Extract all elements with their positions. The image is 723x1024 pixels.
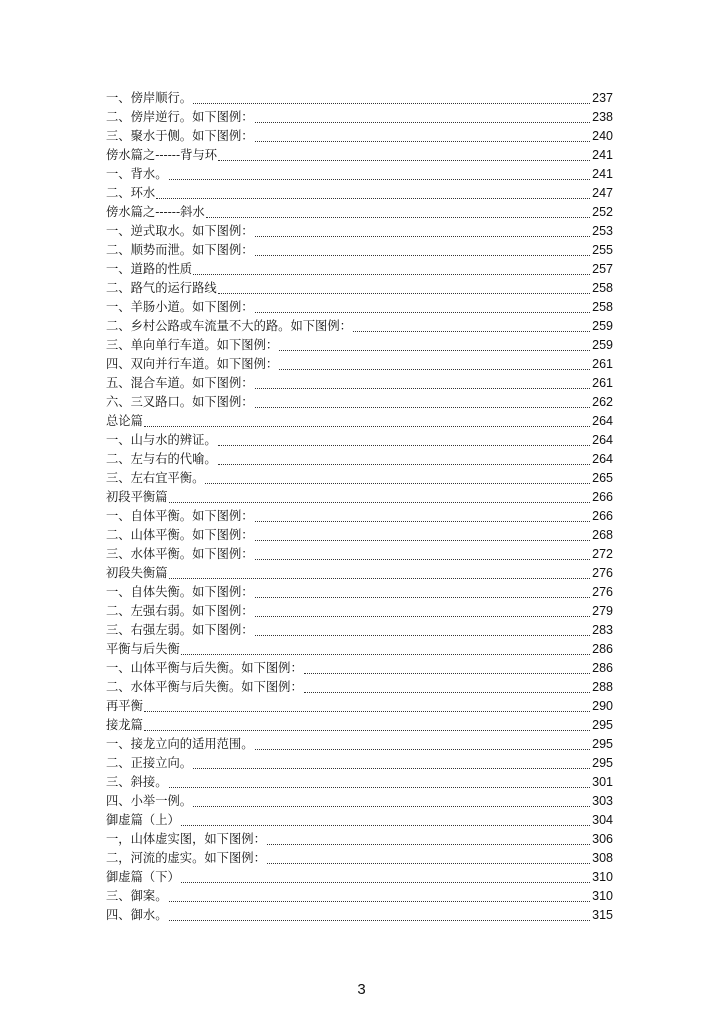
toc-dot-leader (181, 640, 590, 659)
toc-entry[interactable] (106, 450, 613, 469)
toc-dot-leader (218, 279, 590, 298)
toc-entry-page: 295 (592, 718, 613, 732)
toc-entry-page: 259 (592, 338, 613, 352)
toc-entry-title: 一、自体失衡。如下图例： (106, 585, 254, 599)
toc-entry-title: 三、聚水于侧。如下图例： (106, 129, 254, 143)
toc-dot-leader (144, 412, 590, 431)
toc-entry-title: 一、羊肠小道。如下图例： (106, 300, 254, 314)
toc-entry[interactable] (106, 564, 613, 583)
toc-entry-page: 266 (592, 509, 613, 523)
toc-entry-page: 265 (592, 471, 613, 485)
toc-entry-title: 二、环水 (106, 186, 156, 200)
toc-entry[interactable] (106, 412, 613, 431)
toc-entry-title: 五、混合车道。如下图例： (106, 376, 254, 390)
table-of-contents (106, 89, 613, 925)
toc-entry-page: 255 (592, 243, 613, 257)
toc-entry-title: 三、水体平衡。如下图例： (106, 547, 254, 561)
toc-entry-title: 二、乡村公路或车流量不大的路。如下图例： (106, 319, 352, 333)
toc-entry-page: 272 (592, 547, 613, 561)
toc-entry-title: 二、顺势而泄。如下图例： (106, 243, 254, 257)
toc-dot-leader (193, 260, 590, 279)
toc-entry[interactable] (106, 127, 613, 146)
toc-entry-title: 平衡与后失衡 (106, 642, 180, 656)
toc-entry-title: 二、左与右的代喻。 (106, 452, 217, 466)
toc-entry[interactable] (106, 811, 613, 830)
toc-dot-leader (169, 773, 591, 792)
toc-entry-page: 301 (592, 775, 613, 789)
toc-entry-title: 总论篇 (106, 414, 143, 428)
toc-dot-leader (255, 735, 591, 754)
toc-entry-page: 258 (592, 300, 613, 314)
toc-entry-title: 三、左右宜平衡。 (106, 471, 205, 485)
toc-entry-page: 310 (592, 889, 613, 903)
toc-entry-title: 三、右强左弱。如下图例： (106, 623, 254, 637)
toc-dot-leader (255, 108, 591, 127)
toc-entry-page: 295 (592, 737, 613, 751)
toc-entry-page: 261 (592, 357, 613, 371)
toc-entry[interactable] (106, 89, 613, 108)
toc-dot-leader (279, 355, 590, 374)
toc-entry[interactable] (106, 602, 613, 621)
toc-entry-title: 二、水体平衡与后失衡。如下图例： (106, 680, 303, 694)
toc-dot-leader (205, 469, 590, 488)
toc-entry[interactable] (106, 659, 613, 678)
toc-entry-title: 初段平衡篇 (106, 490, 168, 504)
toc-entry[interactable] (106, 792, 613, 811)
toc-entry[interactable] (106, 184, 613, 203)
toc-entry-title: 六、三叉路口。如下图例： (106, 395, 254, 409)
toc-entry-title: 接龙篇 (106, 718, 143, 732)
toc-entry[interactable] (106, 640, 613, 659)
toc-entry-title: 四、小举一例。 (106, 794, 193, 808)
toc-entry[interactable] (106, 279, 613, 298)
toc-entry-page: 283 (592, 623, 613, 637)
toc-dot-leader (193, 754, 590, 773)
toc-entry-page: 303 (592, 794, 613, 808)
toc-dot-leader (169, 564, 591, 583)
toc-entry[interactable] (106, 260, 613, 279)
toc-entry-page: 308 (592, 851, 613, 865)
toc-entry-title: 三、御案。 (106, 889, 168, 903)
toc-entry[interactable] (106, 906, 613, 925)
toc-entry[interactable] (106, 678, 613, 697)
toc-dot-leader (193, 792, 590, 811)
toc-entry-page: 306 (592, 832, 613, 846)
toc-entry-title: 二，河流的虚实。如下图例： (106, 851, 266, 865)
toc-entry-title: 御虚篇（下） (106, 870, 180, 884)
toc-entry-title: 一、山体平衡与后失衡。如下图例： (106, 661, 303, 675)
toc-entry-page: 264 (592, 433, 613, 447)
toc-entry[interactable] (106, 469, 613, 488)
toc-entry-page: 240 (592, 129, 613, 143)
toc-dot-leader (255, 393, 591, 412)
toc-entry-page: 266 (592, 490, 613, 504)
toc-entry-page: 247 (592, 186, 613, 200)
toc-entry-title: 一、接龙立向的适用范围。 (106, 737, 254, 751)
toc-dot-leader (255, 374, 591, 393)
toc-entry[interactable] (106, 887, 613, 906)
toc-entry[interactable] (106, 393, 613, 412)
toc-entry-page: 259 (592, 319, 613, 333)
toc-entry[interactable] (106, 754, 613, 773)
toc-entry[interactable] (106, 222, 613, 241)
toc-dot-leader (169, 488, 591, 507)
toc-entry[interactable] (106, 488, 613, 507)
toc-dot-leader (169, 165, 591, 184)
toc-entry[interactable] (106, 716, 613, 735)
toc-entry-page: 252 (592, 205, 613, 219)
toc-entry-title: 一，山体虚实图，如下图例： (106, 832, 266, 846)
toc-dot-leader (255, 241, 591, 260)
toc-entry-page: 304 (592, 813, 613, 827)
toc-entry-page: 279 (592, 604, 613, 618)
toc-entry-page: 276 (592, 566, 613, 580)
toc-entry-page: 290 (592, 699, 613, 713)
toc-entry-page: 241 (592, 167, 613, 181)
toc-dot-leader (353, 317, 590, 336)
toc-entry[interactable] (106, 431, 613, 450)
toc-entry-title: 二、左强右弱。如下图例： (106, 604, 254, 618)
toc-entry[interactable] (106, 735, 613, 754)
toc-entry-page: 295 (592, 756, 613, 770)
toc-entry-title: 一、山与水的辨证。 (106, 433, 217, 447)
toc-entry[interactable] (106, 374, 613, 393)
toc-entry[interactable] (106, 355, 613, 374)
toc-entry[interactable] (106, 507, 613, 526)
toc-dot-leader (144, 697, 590, 716)
toc-dot-leader (181, 811, 590, 830)
toc-entry-title: 四、御水。 (106, 908, 168, 922)
toc-dot-leader (255, 621, 591, 640)
toc-entry[interactable] (106, 830, 613, 849)
toc-entry[interactable] (106, 336, 613, 355)
toc-dot-leader (144, 716, 590, 735)
toc-entry-page: 264 (592, 452, 613, 466)
toc-entry-page: 315 (592, 908, 613, 922)
toc-dot-leader (279, 336, 590, 355)
toc-entry-title: 一、逆式取水。如下图例： (106, 224, 254, 238)
toc-entry-page: 264 (592, 414, 613, 428)
toc-entry-title: 二、路气的运行路线 (106, 281, 217, 295)
toc-entry-title: 二、山体平衡。如下图例： (106, 528, 254, 542)
toc-dot-leader (156, 184, 590, 203)
toc-entry[interactable] (106, 165, 613, 184)
toc-entry-title: 三、单向单行车道。如下图例： (106, 338, 279, 352)
toc-entry[interactable] (106, 697, 613, 716)
toc-entry-page: 253 (592, 224, 613, 238)
toc-entry-title: 二、正接立向。 (106, 756, 193, 770)
toc-entry[interactable] (106, 583, 613, 602)
toc-entry-page: 310 (592, 870, 613, 884)
toc-entry-page: 261 (592, 376, 613, 390)
toc-entry[interactable] (106, 849, 613, 868)
toc-dot-leader (169, 906, 591, 925)
toc-entry-page: 238 (592, 110, 613, 124)
toc-dot-leader (267, 830, 590, 849)
toc-dot-leader (218, 146, 590, 165)
toc-entry[interactable] (106, 545, 613, 564)
toc-entry[interactable] (106, 241, 613, 260)
toc-entry[interactable] (106, 868, 613, 887)
toc-entry-page: 286 (592, 661, 613, 675)
toc-dot-leader (255, 298, 591, 317)
toc-dot-leader (181, 868, 590, 887)
toc-dot-leader (218, 450, 590, 469)
toc-dot-leader (255, 602, 591, 621)
toc-dot-leader (193, 89, 590, 108)
toc-entry-page: 258 (592, 281, 613, 295)
toc-dot-leader (255, 545, 591, 564)
toc-entry-page: 288 (592, 680, 613, 694)
toc-entry[interactable] (106, 317, 613, 336)
toc-dot-leader (218, 431, 590, 450)
toc-entry[interactable] (106, 203, 613, 222)
toc-entry[interactable] (106, 621, 613, 640)
toc-dot-leader (206, 203, 590, 222)
toc-dot-leader (304, 678, 590, 697)
toc-entry-title: 傍水篇之------斜水 (106, 205, 205, 219)
toc-entry-title: 二、傍岸逆行。如下图例： (106, 110, 254, 124)
toc-entry-page: 262 (592, 395, 613, 409)
toc-dot-leader (267, 849, 590, 868)
toc-entry-title: 一、傍岸顺行。 (106, 91, 193, 105)
toc-entry-title: 一、背水。 (106, 167, 168, 181)
toc-dot-leader (169, 887, 591, 906)
toc-entry-page: 257 (592, 262, 613, 276)
toc-entry-title: 初段失衡篇 (106, 566, 168, 580)
toc-entry[interactable] (106, 773, 613, 792)
toc-entry-title: 再平衡 (106, 699, 143, 713)
toc-entry-title: 傍水篇之------背与环 (106, 148, 218, 162)
toc-entry-page: 237 (592, 91, 613, 105)
toc-entry-page: 286 (592, 642, 613, 656)
toc-entry-title: 四、双向并行车道。如下图例： (106, 357, 279, 371)
toc-dot-leader (255, 526, 591, 545)
page-number: 3 (357, 981, 366, 998)
toc-entry-page: 276 (592, 585, 613, 599)
toc-entry-title: 御虚篇（上） (106, 813, 180, 827)
toc-entry[interactable] (106, 298, 613, 317)
toc-dot-leader (255, 222, 591, 241)
toc-entry-title: 一、道路的性质 (106, 262, 193, 276)
toc-dot-leader (255, 583, 591, 602)
toc-entry[interactable] (106, 146, 613, 165)
toc-dot-leader (255, 507, 591, 526)
toc-entry[interactable] (106, 108, 613, 127)
toc-entry-title: 三、斜接。 (106, 775, 168, 789)
toc-entry-page: 241 (592, 148, 613, 162)
toc-entry[interactable] (106, 526, 613, 545)
toc-dot-leader (255, 127, 591, 146)
toc-dot-leader (304, 659, 590, 678)
toc-entry-title: 一、自体平衡。如下图例： (106, 509, 254, 523)
toc-entry-page: 268 (592, 528, 613, 542)
